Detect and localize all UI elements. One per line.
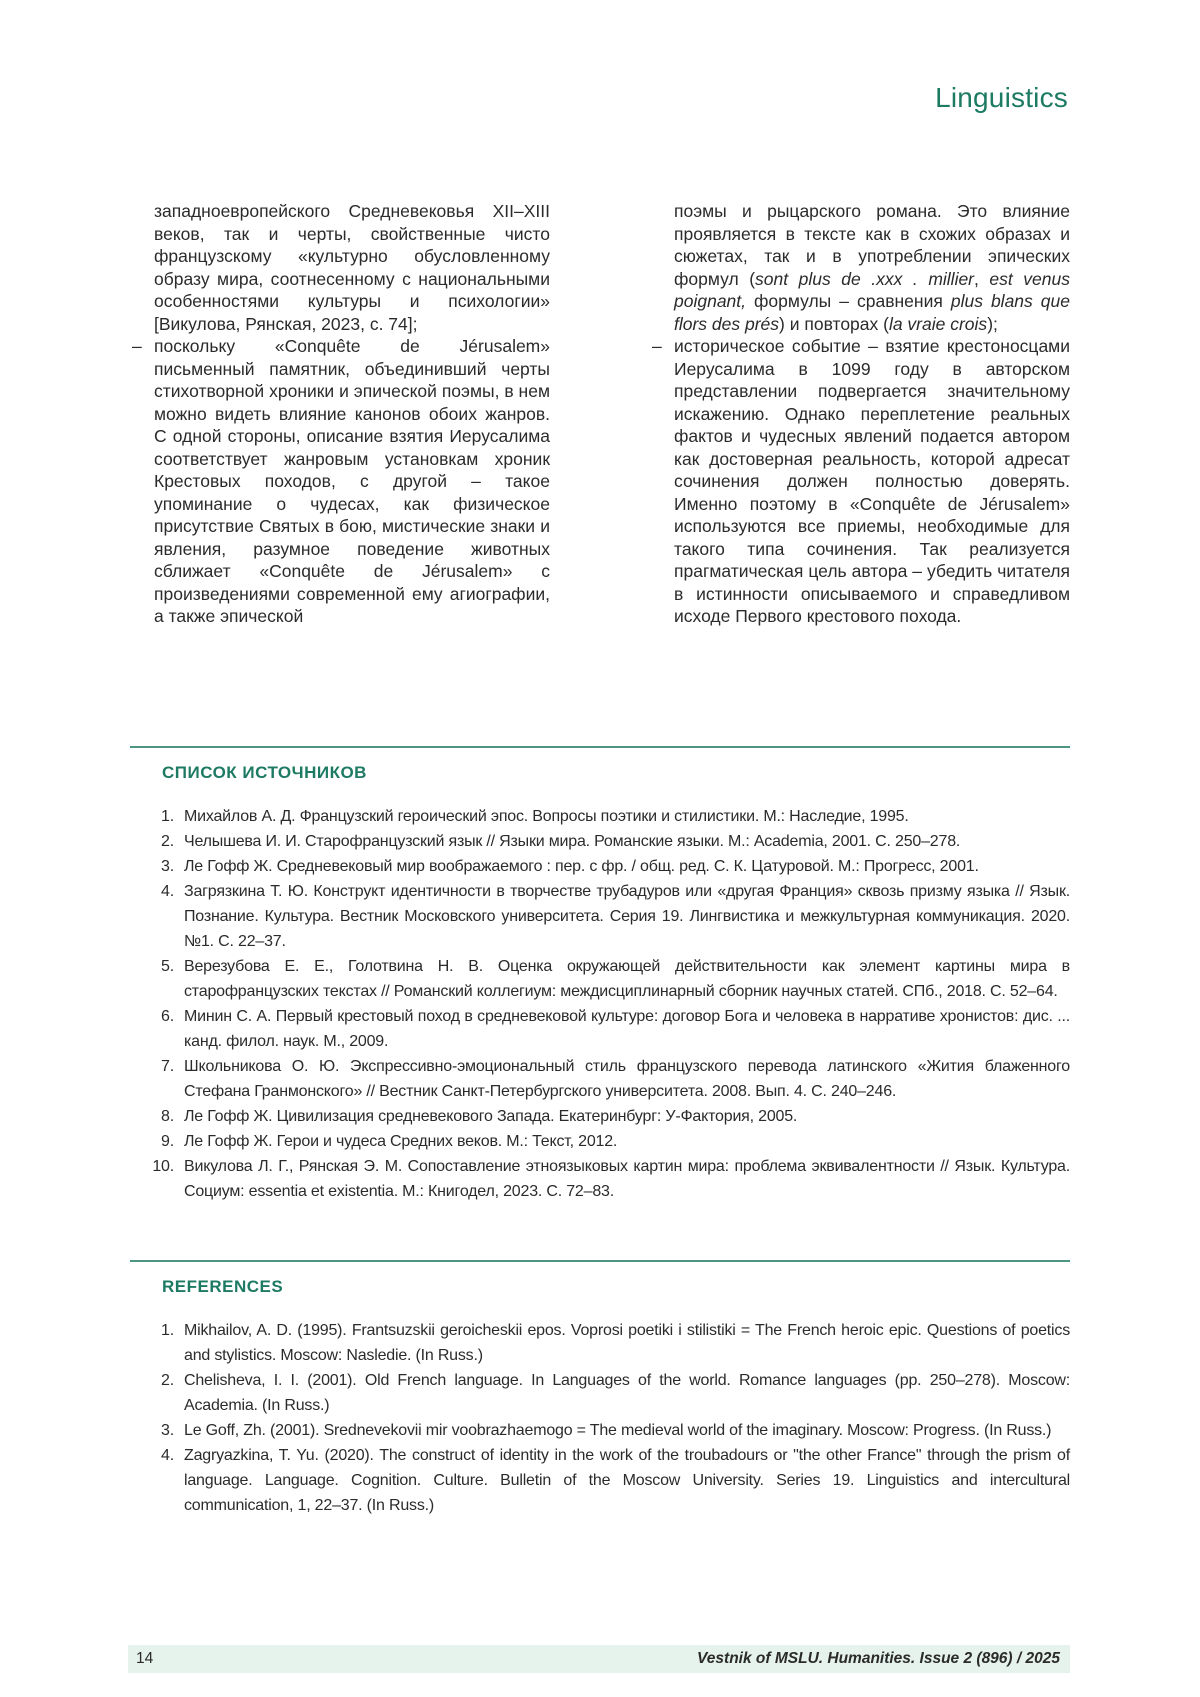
text-segment-italic: plus blans que flors des prés (674, 291, 1070, 334)
sources-section (130, 746, 1070, 1204)
reference-item (130, 1368, 1070, 1418)
source-number: 8. (161, 1108, 174, 1125)
source-text: Загрязкина Т. Ю. Конструкт идентичности в творчестве трубадуров или «другая Франция» сквозь призму языка // Язык. Познание. Культура. Вестник Московского университета. Серия 19. Лингвистика и межкультурная коммуникация. 2020. №1. С. 22–37. (184, 883, 1070, 950)
text-segment: ); (987, 313, 998, 334)
source-item (130, 854, 1070, 879)
footer-page-number: 14 (136, 1650, 154, 1667)
source-number: 6. (161, 1008, 174, 1025)
text-segment: поскольку «Conquête de Jérusalem» письменный памятник, объединивший черты стихотворной хроники и эпической поэмы, в нем можно видеть влияние канонов обоих жанров. С одной стороны, описание взятия Иерусалима соответствует жанровым установкам хроник Крестовых походов, с другой – такое упоминание о чудесах, как физическое присутствие Святых в бою, мистические знаки и явления, разумное поведение животных сближает «Conquête de Jérusalem» с произведениями современной ему агиографии, а также эпической (154, 336, 550, 626)
text-segment: , (974, 268, 990, 289)
dash-marker: – (652, 336, 662, 356)
paragraph-continuation (130, 200, 550, 335)
list-item (130, 335, 550, 628)
source-text: Верезубова Е. Е., Голотвина Н. В. Оценка окружающей действительности как элемент картины мира в старофранцузских текстах // Романский коллегиум: междисциплинарный сборник научных статей. СПб., 2018. С. 52–64. (184, 958, 1070, 1000)
source-number: 9. (161, 1133, 174, 1150)
footer-journal-title: Vestnik of MSLU. Humanities. Issue 2 (896) / 2025 (697, 1650, 1060, 1667)
text-segment: ) и повторах ( (779, 313, 889, 334)
source-text: Школьникова О. Ю. Экспрессивно-эмоциональный стиль французского перевода латинского «Жития блаженного Стефана Гранмонского» // Вестник Санкт-Петербургского университета. 2008. Вып. 4. С. 240–246. (184, 1058, 1070, 1100)
body-column-right (650, 200, 1070, 628)
sources-list (130, 804, 1070, 1204)
reference-text: Zagryazkina, T. Yu. (2020). The construct of identity in the work of the troubadours or "the other France" through the prism of language. Language. Cognition. Culture. Bulletin of the Moscow University. Series 19. Linguistics and intercultural communication, 1, 22–37. (In Russ.) (184, 1447, 1070, 1514)
section-divider (130, 746, 1070, 748)
source-item (130, 804, 1070, 829)
source-number: 3. (161, 858, 174, 875)
reference-number: 3. (161, 1422, 174, 1439)
references-heading: REFERENCES (162, 1277, 284, 1296)
text-segment-italic: sont plus de .xxx . millier (755, 268, 975, 289)
footer-bar (128, 1645, 1070, 1673)
source-item (130, 1129, 1070, 1154)
sources-heading: СПИСОК ИСТОЧНИКОВ (162, 763, 367, 782)
section-divider (130, 1260, 1070, 1262)
source-text: Ле Гофф Ж. Средневековый мир воображаемого : пер. с фр. / общ. ред. С. К. Цатуровой. М.: Прогресс, 2001. (184, 858, 979, 875)
references-section (130, 1260, 1070, 1518)
source-text: Ле Гофф Ж. Герои и чудеса Средних веков. М.: Текст, 2012. (184, 1133, 618, 1150)
reference-text: Chelisheva, I. I. (2001). Old French language. In Languages of the world. Romance languages (pp. 250–278). Moscow: Academia. (In Russ.) (184, 1372, 1070, 1414)
source-number: 5. (161, 958, 174, 975)
source-text: Челышева И. И. Старофранцузский язык // Языки мира. Романские языки. М.: Academia, 2001. С. 250–278. (184, 833, 961, 850)
references-list (130, 1318, 1070, 1518)
text-segment-italic: est venus poignant, (674, 268, 1070, 311)
source-text: Викулова Л. Г., Рянская Э. М. Сопоставление этноязыковых картин мира: проблема эквивалентности // Язык. Культура. Социум: essentia et existentia. М.: Книгодел, 2023. С. 72–83. (184, 1158, 1070, 1200)
source-item (130, 829, 1070, 854)
reference-number: 2. (161, 1372, 174, 1389)
source-text: Ле Гофф Ж. Цивилизация средневекового Запада. Екатеринбург: У-Фактория, 2005. (184, 1108, 798, 1125)
reference-item (130, 1318, 1070, 1368)
reference-item (130, 1443, 1070, 1518)
source-item (130, 1054, 1070, 1104)
reference-text: Mikhailov, A. D. (1995). Frantsuzskii geroicheskii epos. Voprosi poetiki i stilistiki = The French heroic epic. Questions of poetics and stylistics. Moscow: Nasledie. (In Russ.) (184, 1322, 1070, 1364)
source-number: 7. (161, 1058, 174, 1075)
reference-number: 4. (161, 1447, 174, 1464)
source-item (130, 1104, 1070, 1129)
source-text: Минин С. А. Первый крестовый поход в средневековой культуре: договор Бога и человека в нарративе хронистов: дис. ... канд. филол. наук. М., 2009. (184, 1008, 1070, 1050)
text-segment: западноевропейского Средневековья XII–XIII веков, так и черты, свойственные чисто французскому «культурно обусловленному образу мира, соотнесенному с национальными особенностями культуры и психологии» [Викулова, Рянская, 2023, с. 74]; (154, 201, 550, 334)
list-item (650, 335, 1070, 628)
text-segment: историческое событие – взятие крестоносцами Иерусалима в 1099 году в авторском представлении подвергается значительному искажению. Однако переплетение реальных фактов и чудесных явлений подается автором как достоверная реальность, которой адресат сочинения должен полностью доверять. Именно поэтому в «Conquête de Jérusalem» используются все приемы, необходимые для такого типа сочинения. Так реализуется прагматическая цель автора – убедить читателя в истинности описываемого и справедливом исходе Первого крестового похода. (674, 336, 1070, 626)
paragraph-continuation (650, 200, 1070, 335)
reference-text: Le Goff, Zh. (2001). Srednevekovii mir voobrazhaemogo = The medieval world of the imaginary. Moscow: Progress. (In Russ.) (184, 1422, 1052, 1439)
running-head-section: Linguistics (935, 82, 1068, 113)
source-item (130, 1154, 1070, 1204)
source-number: 10. (152, 1158, 174, 1175)
dash-marker: – (132, 336, 142, 356)
source-item (130, 954, 1070, 1004)
body-text-columns (130, 200, 1070, 628)
source-item (130, 1004, 1070, 1054)
text-segment: поэмы и рыцарского романа. Это влияние проявляется в тексте как в схожих образах и сюжетах, так и в употреблении эпических формул ( (674, 201, 1070, 289)
source-item (130, 879, 1070, 954)
reference-item (130, 1418, 1070, 1443)
reference-number: 1. (161, 1322, 174, 1339)
text-segment-italic: la vraie crois (888, 313, 988, 334)
source-number: 1. (161, 808, 174, 825)
source-text: Михайлов А. Д. Французский героический эпос. Вопросы поэтики и стилистики. М.: Наследие, 1995. (184, 808, 909, 825)
source-number: 2. (161, 833, 174, 850)
source-number: 4. (161, 883, 174, 900)
body-column-left (130, 200, 550, 628)
text-segment: формулы – сравнения (746, 291, 951, 311)
